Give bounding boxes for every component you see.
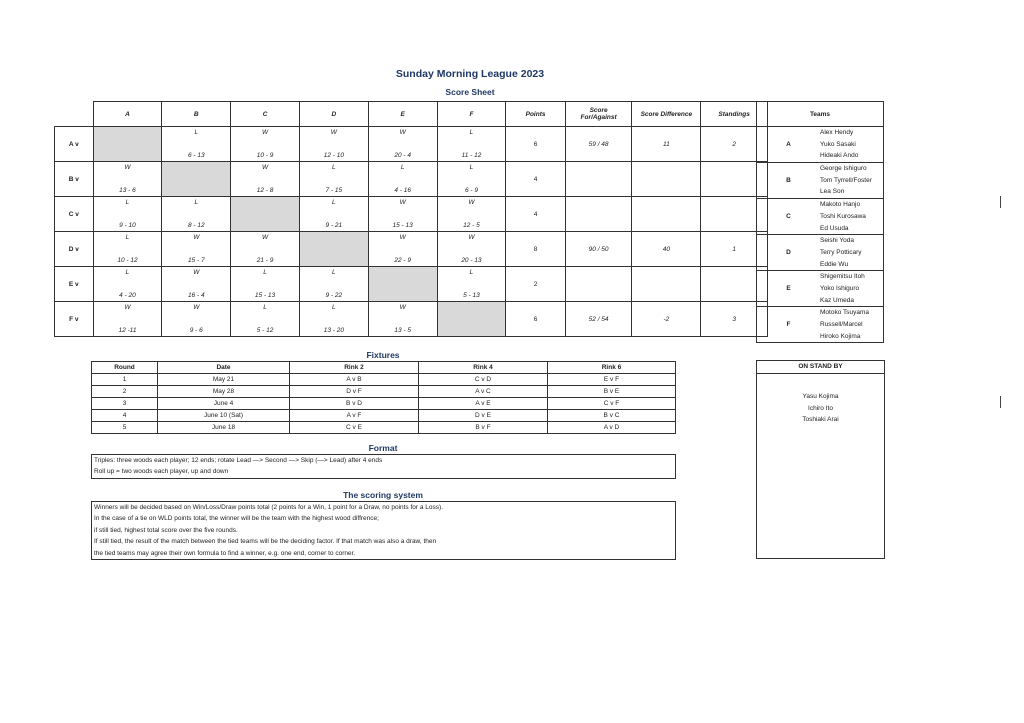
match-cell xyxy=(162,267,231,302)
match-cell xyxy=(437,267,506,302)
score-cell xyxy=(565,162,632,197)
match-score: 4 - 20 xyxy=(119,292,136,299)
team-row xyxy=(757,163,884,199)
fixture-cell: June 10 (Sat) xyxy=(158,410,290,422)
fixture-cell: A v F xyxy=(290,410,419,422)
match-result: W xyxy=(193,269,200,276)
match-score: 16 - 4 xyxy=(187,292,205,299)
match-cell xyxy=(162,232,231,267)
match-score: 9 - 21 xyxy=(325,222,343,229)
fixtures-col-header: Rink 4 xyxy=(419,362,548,374)
match-score: 5 - 13 xyxy=(463,292,480,299)
row-header: C v xyxy=(55,197,94,232)
match-cell xyxy=(368,302,437,337)
match-score: 20 - 4 xyxy=(394,152,411,159)
team-members xyxy=(820,127,884,163)
match-result: W xyxy=(399,304,406,311)
format-title: Format xyxy=(368,443,398,453)
team-members xyxy=(820,163,884,199)
teams-table xyxy=(756,101,884,343)
fixture-row xyxy=(92,374,676,386)
standby-header: ON STAND BY xyxy=(757,361,884,374)
match-score: 7 - 15 xyxy=(325,187,343,194)
team-row xyxy=(757,199,884,235)
match-cell xyxy=(231,232,300,267)
match-result: L xyxy=(332,199,336,206)
points-cell: 6 xyxy=(506,127,565,162)
team-letter: E xyxy=(757,271,821,307)
margin-tick xyxy=(1000,196,1001,208)
standing-cell: 3 xyxy=(701,302,768,337)
team-member-name: Lea Son xyxy=(820,188,845,196)
page-subtitle: Score Sheet xyxy=(445,87,495,97)
team-row xyxy=(757,235,884,271)
match-cell xyxy=(231,267,300,302)
margin-tick xyxy=(1000,396,1001,408)
match-cell xyxy=(437,232,506,267)
col-header-a: A xyxy=(93,102,162,127)
match-result: W xyxy=(124,304,131,311)
fixture-cell: 1 xyxy=(92,374,158,386)
match-result: L xyxy=(194,129,199,136)
team-letter: C xyxy=(757,199,821,235)
fixture-cell: C v D xyxy=(419,374,548,386)
format-line: Roll up = two woods each player, up and down xyxy=(94,468,229,476)
match-cell xyxy=(437,197,506,232)
points-cell: 4 xyxy=(506,162,565,197)
team-member-name: George Ishiguro xyxy=(820,165,867,173)
standing-cell: 1 xyxy=(701,232,768,267)
match-result: L xyxy=(469,129,474,136)
standby-box xyxy=(756,360,885,559)
fixtures-table xyxy=(91,361,676,434)
scoring-box xyxy=(91,501,676,560)
match-score: 10 - 12 xyxy=(117,257,138,264)
match-cell xyxy=(299,302,368,337)
score-grid xyxy=(54,101,768,337)
match-score: 5 - 12 xyxy=(256,327,274,334)
match-score: 13 - 6 xyxy=(119,187,136,194)
match-result: W xyxy=(399,234,406,241)
team-member-name: Kaz Umeda xyxy=(820,296,854,304)
points-cell: 2 xyxy=(506,267,565,302)
match-cell xyxy=(299,127,368,162)
fixture-cell: C v F xyxy=(548,398,676,410)
format-line: Triples: three woods each player; 12 ends; rotate Lead —> Second —> Skip (—> Lead) after 4 ends xyxy=(94,457,383,464)
team-member-name: Motoko Tsuyama xyxy=(820,309,870,317)
diagonal-cell xyxy=(93,127,162,162)
score-label-2: For/Against xyxy=(580,114,617,121)
team-member-name: Makoto Hanjo xyxy=(820,201,861,209)
match-result: W xyxy=(193,234,200,241)
standby-name: Ichiro Ito xyxy=(808,404,833,412)
format-box xyxy=(91,454,676,479)
col-header-b: B xyxy=(162,102,231,127)
match-score: 15 - 13 xyxy=(392,222,413,229)
match-result: L xyxy=(125,269,130,276)
match-cell xyxy=(162,302,231,337)
diagonal-cell xyxy=(299,232,368,267)
match-score: 13 - 5 xyxy=(394,327,411,334)
match-score: 12 - 10 xyxy=(323,152,344,159)
fixture-cell: May 28 xyxy=(158,386,290,398)
team-letter: B xyxy=(757,163,821,199)
col-header-f: F xyxy=(437,102,506,127)
fixture-row xyxy=(92,398,676,410)
match-cell xyxy=(368,232,437,267)
points-cell: 8 xyxy=(506,232,565,267)
match-cell xyxy=(299,162,368,197)
fixtures-col-header: Rink 6 xyxy=(548,362,676,374)
fixture-cell: June 18 xyxy=(158,422,290,434)
match-result: L xyxy=(400,164,405,171)
grid-row xyxy=(55,267,768,302)
team-member-name: Ed Usuda xyxy=(820,224,849,232)
match-result: L xyxy=(125,199,130,206)
team-member-name: Terry Potticary xyxy=(820,248,862,256)
team-letter: F xyxy=(757,307,821,343)
grid-row xyxy=(55,197,768,232)
match-result: L xyxy=(332,304,336,311)
row-header: E v xyxy=(55,267,94,302)
match-cell xyxy=(231,162,300,197)
fixture-row xyxy=(92,410,676,422)
fixture-row xyxy=(92,422,676,434)
col-header-diff: Score Difference xyxy=(632,102,701,127)
scoring-line: In the case of a tie on WLD points total, the winner will be the team with the highest wood diffrence; xyxy=(94,515,379,523)
fixture-cell: 4 xyxy=(92,410,158,422)
fixture-cell: A v D xyxy=(548,422,676,434)
match-result: W xyxy=(399,129,406,136)
match-cell xyxy=(299,197,368,232)
diagonal-cell xyxy=(368,267,437,302)
teams-header: Teams xyxy=(757,102,884,127)
match-score: 21 - 9 xyxy=(256,257,274,264)
match-score: 22 - 9 xyxy=(394,257,411,264)
page-title: Sunday Morning League 2023 xyxy=(395,68,545,80)
diff-cell: -2 xyxy=(632,302,701,337)
match-score: 8 - 12 xyxy=(187,222,205,229)
score-cell: 52 / 54 xyxy=(565,302,632,337)
team-member-name: Seishi Yoda xyxy=(820,237,854,245)
team-member-name: Eddie Wu xyxy=(820,260,849,268)
diff-cell xyxy=(632,197,701,232)
diff-cell: 40 xyxy=(632,232,701,267)
scoring-title: The scoring system xyxy=(343,490,423,500)
points-cell: 4 xyxy=(506,197,565,232)
row-header: A v xyxy=(55,127,94,162)
grid-row xyxy=(55,162,768,197)
team-member-name: Yuko Sasaki xyxy=(820,140,856,148)
team-members xyxy=(820,307,884,343)
match-cell xyxy=(299,267,368,302)
team-member-name: Yoko Ishiguro xyxy=(820,284,860,292)
team-letter: A xyxy=(757,127,821,163)
fixtures-title: Fixtures xyxy=(366,350,400,360)
fixture-cell: B v D xyxy=(290,398,419,410)
scoring-line: if still tied, highest total score over the five rounds. xyxy=(94,526,238,534)
match-score: 12 - 8 xyxy=(256,187,274,194)
score-label-1: Score xyxy=(589,107,608,114)
match-result: L xyxy=(469,269,474,276)
match-score: 12 -11 xyxy=(118,327,137,334)
match-result: L xyxy=(332,164,336,171)
diff-cell xyxy=(632,162,701,197)
scoring-line: If still tied, the result of the match between the tied teams will be the deciding factor. If that match was also a draw, then xyxy=(94,538,437,546)
match-cell xyxy=(93,162,162,197)
team-member-name: Tom Tyrrell/Foster xyxy=(820,176,872,184)
score-cell: 59 / 48 xyxy=(565,127,632,162)
team-member-name: Toshi Kurosawa xyxy=(820,212,866,220)
match-result: W xyxy=(468,234,475,241)
points-cell: 6 xyxy=(506,302,565,337)
fixture-cell: 2 xyxy=(92,386,158,398)
team-row xyxy=(757,127,884,163)
match-score: 11 - 12 xyxy=(461,152,482,159)
match-result: L xyxy=(125,234,130,241)
match-cell xyxy=(368,197,437,232)
diff-cell: 11 xyxy=(632,127,701,162)
col-header-d: D xyxy=(299,102,368,127)
score-cell xyxy=(565,267,632,302)
fixture-row xyxy=(92,386,676,398)
row-header: B v xyxy=(55,162,94,197)
match-cell xyxy=(231,127,300,162)
diagonal-cell xyxy=(162,162,231,197)
fixture-cell: June 4 xyxy=(158,398,290,410)
standby-name: Yasu Kojima xyxy=(802,393,839,400)
match-score: 9 - 6 xyxy=(189,327,203,334)
fixture-cell: A v C xyxy=(419,386,548,398)
match-score: 9 - 22 xyxy=(325,292,343,299)
match-result: L xyxy=(263,269,267,276)
match-score: 15 - 7 xyxy=(187,257,205,264)
match-cell xyxy=(368,127,437,162)
match-score: 4 - 16 xyxy=(394,187,411,194)
team-member-name: Hiroko Kojima xyxy=(820,332,861,340)
fixture-cell: 3 xyxy=(92,398,158,410)
match-score: 20 - 13 xyxy=(461,257,482,264)
diagonal-cell xyxy=(437,302,506,337)
team-members xyxy=(820,271,884,307)
match-score: 6 - 13 xyxy=(187,152,205,159)
fixture-cell: A v E xyxy=(419,398,548,410)
match-score: 13 - 20 xyxy=(323,327,344,334)
col-header-e: E xyxy=(368,102,437,127)
match-cell xyxy=(93,302,162,337)
col-header-c: C xyxy=(231,102,300,127)
team-members xyxy=(820,199,884,235)
match-result: W xyxy=(399,199,406,206)
match-result: L xyxy=(469,164,474,171)
row-header: F v xyxy=(55,302,94,337)
fixture-cell: May 21 xyxy=(158,374,290,386)
match-result: W xyxy=(468,199,475,206)
fixture-cell: D v E xyxy=(419,410,548,422)
match-result: W xyxy=(261,234,269,241)
scoring-line: the tied teams may agree their own formula to find a winner, e.g. one end, corner to corner. xyxy=(94,549,356,557)
col-header-score xyxy=(565,102,632,127)
fixtures-col-header: Round xyxy=(92,362,158,374)
team-member-name: Russell/Marcel xyxy=(820,321,863,328)
grid-row xyxy=(55,302,768,337)
score-cell xyxy=(565,197,632,232)
match-cell xyxy=(162,127,231,162)
grid-corner xyxy=(55,102,94,127)
score-cell: 90 / 50 xyxy=(565,232,632,267)
match-cell xyxy=(93,267,162,302)
match-score: 9 - 10 xyxy=(119,222,136,229)
diagonal-cell xyxy=(231,197,300,232)
match-cell xyxy=(368,162,437,197)
team-member-name: Shigemitsu Itoh xyxy=(820,273,865,281)
fixture-cell: B v F xyxy=(419,422,548,434)
match-cell xyxy=(437,127,506,162)
fixtures-col-header: Rink 2 xyxy=(290,362,419,374)
match-cell xyxy=(231,302,300,337)
match-cell xyxy=(93,197,162,232)
team-row xyxy=(757,271,884,307)
fixture-cell: B v C xyxy=(548,410,676,422)
fixture-cell: 5 xyxy=(92,422,158,434)
col-header-points: Points xyxy=(506,102,565,127)
match-result: W xyxy=(124,164,131,171)
match-result: L xyxy=(332,269,336,276)
fixtures-col-header: Date xyxy=(158,362,290,374)
match-cell xyxy=(93,232,162,267)
fixture-cell: C v E xyxy=(290,422,419,434)
fixture-cell: B v E xyxy=(548,386,676,398)
match-result: W xyxy=(261,129,269,136)
match-result: W xyxy=(193,304,200,311)
team-member-name: Hideaki Ando xyxy=(820,152,859,160)
scoring-line: Winners will be decided based on Win/Loss/Draw points total (2 points for a Win, 1 point for a Draw, no points for a Loss). xyxy=(94,504,444,511)
fixture-cell: A v B xyxy=(290,374,419,386)
team-row xyxy=(757,307,884,343)
standby-name: Toshiaki Arai xyxy=(802,416,839,424)
team-members xyxy=(820,235,884,271)
row-header: D v xyxy=(55,232,94,267)
match-result: L xyxy=(194,199,199,206)
match-result: W xyxy=(330,129,337,136)
match-score: 10 - 9 xyxy=(256,152,274,159)
match-result: W xyxy=(261,164,269,171)
grid-row xyxy=(55,232,768,267)
fixture-cell: E v F xyxy=(548,374,676,386)
team-member-name: Alex Hendy xyxy=(820,129,854,136)
grid-row xyxy=(55,127,768,162)
match-cell xyxy=(437,162,506,197)
match-result: L xyxy=(263,304,267,311)
match-score: 6 - 9 xyxy=(464,187,478,194)
standing-cell: 2 xyxy=(701,127,768,162)
col-header-standings: Standings xyxy=(701,102,768,127)
match-cell xyxy=(162,197,231,232)
fixture-cell: D v F xyxy=(290,386,419,398)
match-score: 15 - 13 xyxy=(254,292,276,299)
diff-cell xyxy=(632,267,701,302)
match-score: 12 - 5 xyxy=(463,222,480,229)
team-letter: D xyxy=(757,235,821,271)
